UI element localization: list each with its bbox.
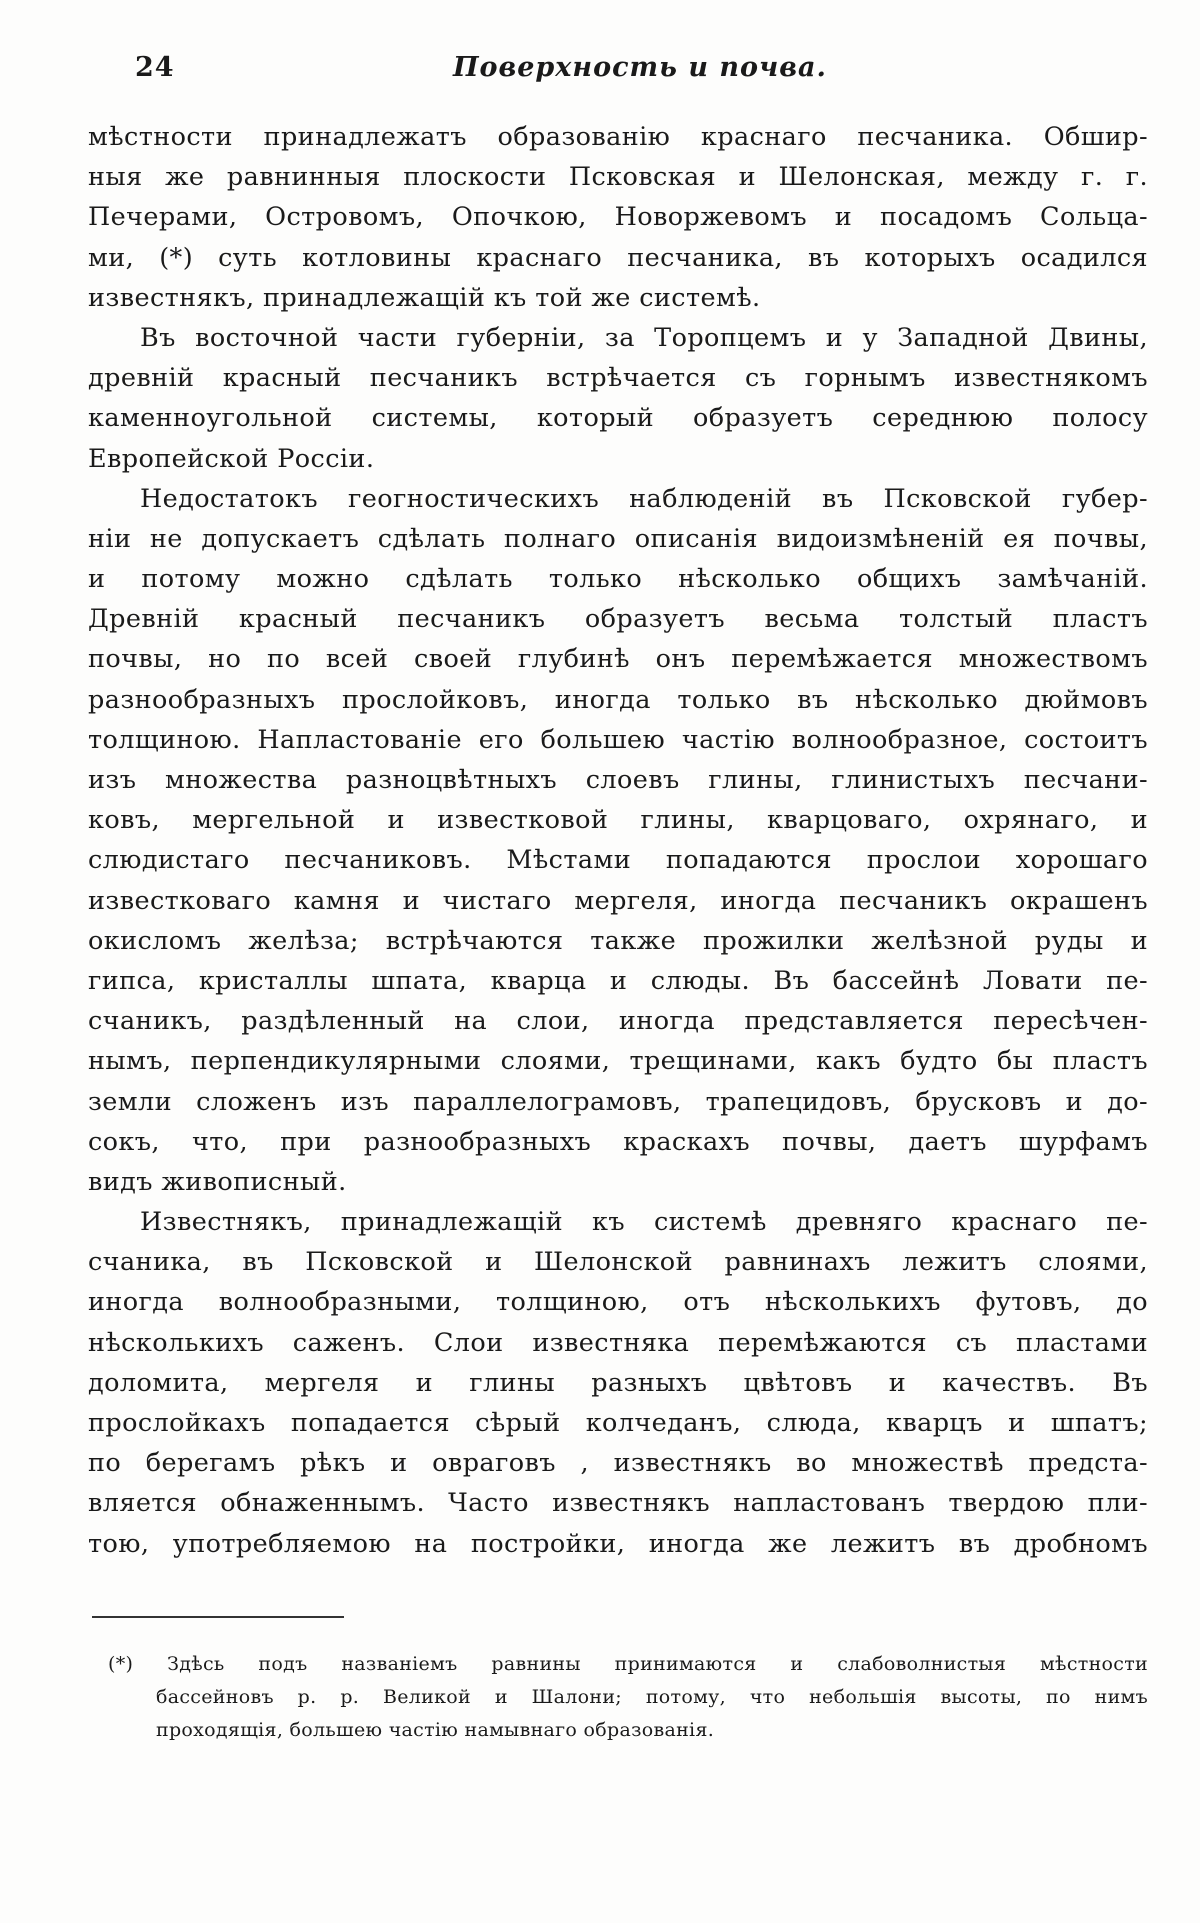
text-line: сокъ, что, при разнообразныхъ краскахъ почвы, даетъ шурфамъ: [88, 1126, 1148, 1157]
text-line: окисломъ желѣза; встрѣчаются также прожилки желѣзной руды и: [88, 925, 1148, 956]
text-line: изъ множества разноцвѣтныхъ слоевъ глины, глинистыхъ песчани-: [88, 765, 1148, 795]
body-text: [88, 117, 1148, 1564]
text-line: земли сложенъ изъ параллелограмовъ, трапецидовъ, брусковъ и до-: [88, 1086, 1148, 1117]
page-number: 24: [135, 52, 175, 83]
text-line: счаникъ, раздѣленный на слои, иногда представляется пересѣчен-: [88, 1006, 1148, 1037]
text-line: известковаго камня и чистаго мергеля, иногда песчаникъ окрашенъ: [88, 885, 1148, 916]
footnote-line: (*) Здѣсь подъ названіемъ равнины принимаются и слабоволнистыя мѣстности: [108, 1653, 1148, 1675]
text-line: толщиною. Напластованіе его большею частію волнообразное, состоитъ: [88, 724, 1148, 755]
text-line: мѣстности принадлежатъ образованію краснаго песчаника. Обшир-: [88, 122, 1148, 152]
footnote-divider: [92, 1616, 344, 1618]
text-line: каменноугольной системы, который образуетъ середнюю полосу: [88, 403, 1148, 434]
text-line: доломита, мергеля и глины разныхъ цвѣтовъ и качествъ. Въ: [88, 1367, 1148, 1398]
text-line: известнякъ, принадлежащій къ той же системѣ.: [88, 282, 761, 313]
text-line: Въ восточной части губерніи, за Торопцемъ и у Западной Двины,: [140, 322, 1148, 353]
text-line: ніи не допускаетъ сдѣлать полнаго описанія видоизмѣненій ея почвы,: [88, 523, 1148, 554]
text-line: тою, употребляемою на постройки, иногда же лежитъ въ дробномъ: [88, 1528, 1148, 1559]
footnote: [108, 1648, 1148, 1747]
text-line: прослойкахъ попадается сѣрый колчеданъ, слюда, кварцъ и шпатъ;: [88, 1408, 1148, 1438]
text-line: Печерами, Островомъ, Опочкою, Новоржевомъ и посадомъ Сольца-: [88, 202, 1148, 233]
text-line: ми, (*) суть котловины краснаго песчаника, въ которыхъ осадился: [88, 242, 1148, 273]
running-title: Поверхность и почва.: [453, 52, 827, 83]
text-line: видъ живописный.: [88, 1166, 347, 1197]
text-line: Древній красный песчаникъ образуетъ весьма толстый пластъ: [88, 604, 1148, 635]
text-line: ныя же равнинныя плоскости Псковская и Шелонская, между г. г.: [88, 162, 1148, 193]
footnote-line: бассейновъ р. р. Великой и Шалони; потому, что небольшія высоты, по нимъ: [156, 1686, 1148, 1708]
text-line: гипса, кристаллы шпата, кварца и слюды. Въ бассейнѣ Ловати пе-: [88, 965, 1148, 996]
text-line: почвы, но по всей своей глубинѣ онъ перемѣжается множествомъ: [88, 644, 1148, 675]
text-line: разнообразныхъ прослойковъ, иногда только въ нѣсколько дюймовъ: [88, 684, 1148, 715]
text-line: ковъ, мергельной и известковой глины, кварцоваго, охрянаго, и: [88, 805, 1148, 836]
text-line: Недостатокъ геогностическихъ наблюденій въ Псковской губер-: [140, 483, 1148, 514]
text-line: иногда волнообразными, толщиною, отъ нѣсколькихъ футовъ, до: [88, 1287, 1148, 1318]
text-line: счаника, въ Псковской и Шелонской равнинахъ лежитъ слоями,: [88, 1247, 1148, 1278]
text-line: Известнякъ, принадлежащій къ системѣ древняго краснаго пе-: [140, 1207, 1148, 1238]
text-line: слюдистаго песчаниковъ. Мѣстами попадаются прослои хорошаго: [88, 845, 1148, 876]
page-header: [135, 52, 1145, 92]
text-line: нымъ, перпендикулярными слоями, трещинами, какъ будто бы пластъ: [88, 1046, 1148, 1077]
text-line: нѣсколькихъ саженъ. Слои известняка перемѣжаются съ пластами: [88, 1327, 1148, 1358]
text-line: по берегамъ рѣкъ и овраговъ , известнякъ во множествѣ предста-: [88, 1448, 1148, 1479]
footnote-line: проходящія, большею частію намывнаго образованія.: [156, 1719, 715, 1741]
text-line: древній красный песчаникъ встрѣчается съ горнымъ известнякомъ: [88, 363, 1148, 394]
text-line: Европейской Россіи.: [88, 443, 375, 474]
text-line: и потому можно сдѣлать только нѣсколько общихъ замѣчаній.: [88, 564, 1148, 595]
text-line: вляется обнаженнымъ. Часто известнякъ напластованъ твердою пли-: [88, 1488, 1148, 1519]
